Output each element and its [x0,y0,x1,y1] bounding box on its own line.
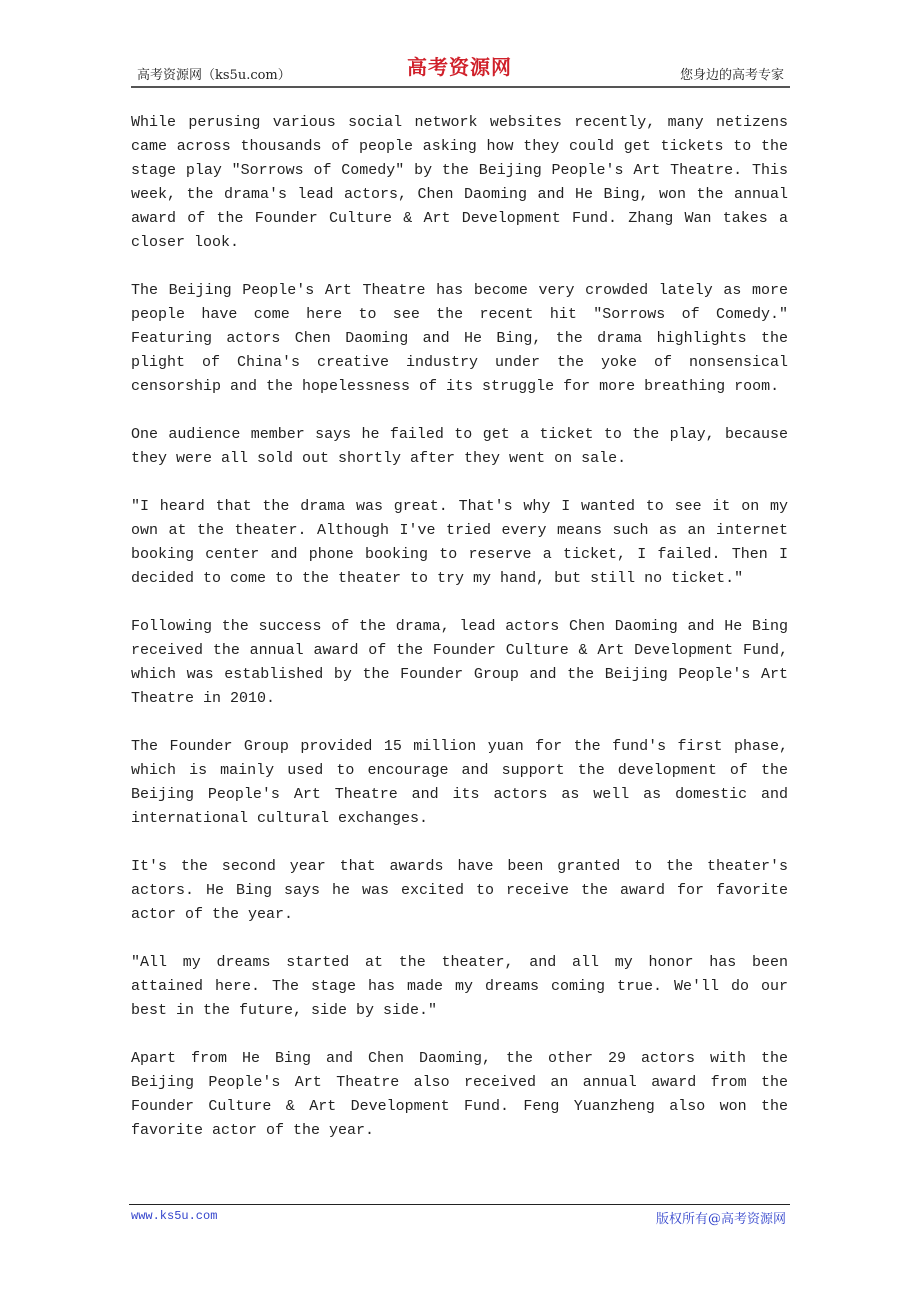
paragraph: While perusing various social network websites recently, many netizens came across thousands of people asking how they could get tickets to the stage play "Sorrows of Comedy" by the Beijing People's Art Theatre. This week, the drama's lead actors, Chen Daoming and He Bing, won the annual award of the Founder Culture & Art Development Fund. Zhang Wan takes a closer look. [131,114,788,251]
article-body [131,111,788,1167]
paragraph: Following the success of the drama, lead actors Chen Daoming and He Bing received the annual award of the Founder Culture & Art Development Fund, which was established by the Founder Group and the Beijing People's Art Theatre in 2010. [131,618,788,707]
paragraph: "All my dreams started at the theater, and all my honor has been attained here. The stage has made my dreams coming true. We'll do our best in the future, side by side." [131,954,788,1019]
footer-copyright: 版权所有@高考资源网 [655,1212,786,1227]
paragraph: The Beijing People's Art Theatre has become very crowded lately as more people have come here to see the recent hit "Sorrows of Comedy." Featuring actors Chen Daoming and He Bing, the drama highlights the plight of China's creative industry under the yoke of nonsensical censorship and the hopelessness of its struggle for more breathing room. [131,282,788,395]
paragraph: The Founder Group provided 15 million yuan for the fund's first phase, which is mainly used to encourage and support the development of the Beijing People's Art Theatre and its actors as well as domestic and international cultural exchanges. [131,738,788,827]
page-footer [129,1204,790,1227]
paragraph: "I heard that the drama was great. That's why I wanted to see it on my own at the theater. Although I've tried every means such as an internet booking center and phone booking to reserve a ticket, I failed. Then I decided to come to the theater to try my hand, but still no ticket." [131,498,788,587]
footer-link[interactable]: www.ks5u.com [131,1209,218,1223]
page-header [131,55,790,88]
paragraph: Apart from He Bing and Chen Daoming, the other 29 actors with the Beijing People's Art Theatre also received an annual award from the Founder Culture & Art Development Fund. Feng Yuanzheng also won the favorite actor of the year. [131,1050,788,1139]
paragraph: It's the second year that awards have been granted to the theater's actors. He Bing says he was excited to receive the award for favorite actor of the year. [131,858,788,923]
paragraph: One audience member says he failed to get a ticket to the play, because they were all sold out shortly after they went on sale. [131,426,788,467]
header-logo: 高考资源网 [407,55,512,79]
header-slogan: 您身边的高考专家 [679,68,784,83]
header-site-name: 高考资源网（ks5u.com） [137,68,291,83]
